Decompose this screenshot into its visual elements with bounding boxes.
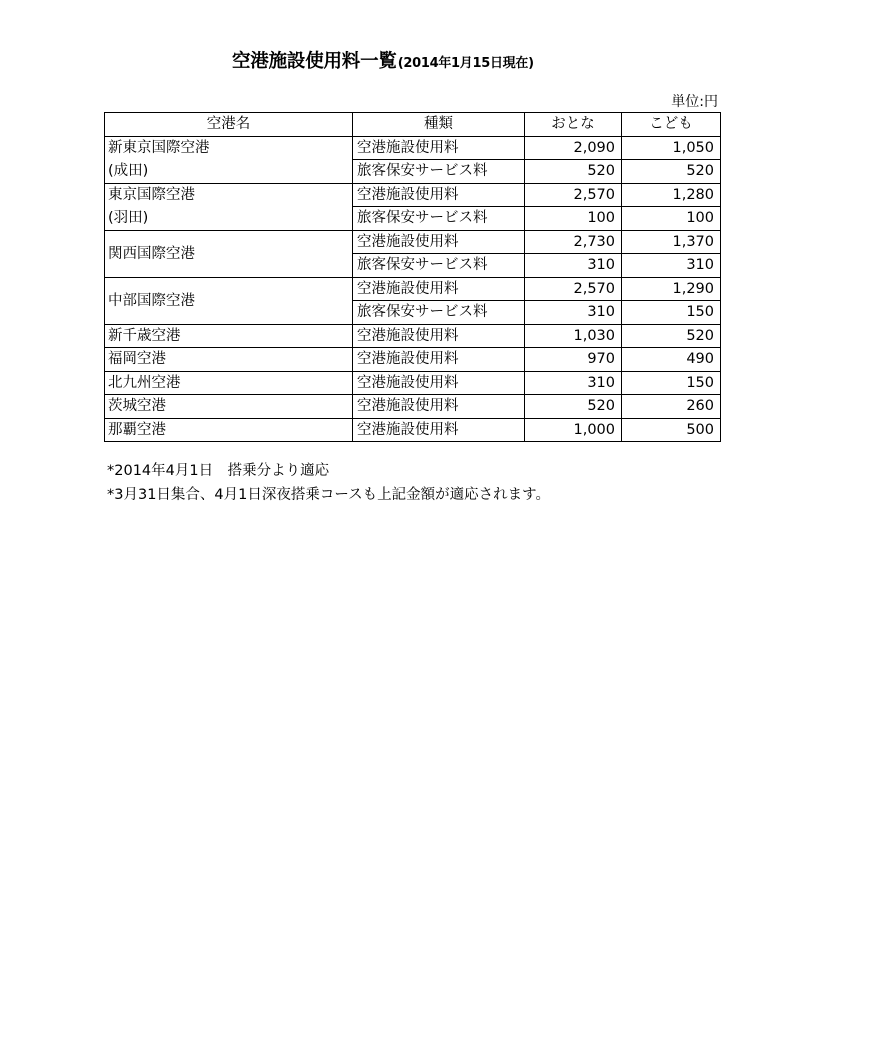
fee-type: 空港施設使用料: [353, 395, 525, 419]
airport-name: 那覇空港: [105, 418, 353, 442]
airport-name: 茨城空港: [105, 395, 353, 419]
airport-name: 新東京国際空港: [105, 136, 353, 160]
airport-name: 福岡空港: [105, 348, 353, 372]
table-row: [105, 418, 721, 442]
table-row: [105, 277, 721, 301]
adult-fee: 310: [525, 301, 622, 325]
fee-type: 空港施設使用料: [353, 418, 525, 442]
child-fee: 1,280: [622, 183, 721, 207]
table-row: [105, 324, 721, 348]
fee-type: 空港施設使用料: [353, 371, 525, 395]
unit-label: 単位:円: [671, 94, 718, 110]
airport-name: 北九州空港: [105, 371, 353, 395]
child-fee: 150: [622, 301, 721, 325]
airport-name-sub: (成田): [105, 160, 353, 184]
airport-name: 関西国際空港: [105, 230, 353, 277]
child-fee: 520: [622, 160, 721, 184]
fee-type: 空港施設使用料: [353, 136, 525, 160]
fee-type: 空港施設使用料: [353, 183, 525, 207]
fee-type: 旅客保安サービス料: [353, 254, 525, 278]
adult-fee: 310: [525, 254, 622, 278]
airport-name: 中部国際空港: [105, 277, 353, 324]
adult-fee: 520: [525, 395, 622, 419]
child-fee: 1,050: [622, 136, 721, 160]
airport-fee-table: [104, 112, 721, 442]
fee-type: 旅客保安サービス料: [353, 207, 525, 231]
airport-name: 新千歳空港: [105, 324, 353, 348]
table-row: [105, 348, 721, 372]
adult-fee: 970: [525, 348, 622, 372]
adult-fee: 100: [525, 207, 622, 231]
adult-fee: 2,570: [525, 277, 622, 301]
child-fee: 260: [622, 395, 721, 419]
child-fee: 310: [622, 254, 721, 278]
adult-fee: 2,570: [525, 183, 622, 207]
child-fee: 1,290: [622, 277, 721, 301]
page-title: [232, 49, 534, 77]
table-row: [105, 371, 721, 395]
table-row: [105, 207, 721, 231]
column-header-airport: 空港名: [105, 113, 353, 137]
title-text: 空港施設使用料一覧: [232, 51, 397, 72]
table-header-row: [105, 113, 721, 137]
table-row: [105, 136, 721, 160]
child-fee: 1,370: [622, 230, 721, 254]
fee-type: 空港施設使用料: [353, 277, 525, 301]
child-fee: 490: [622, 348, 721, 372]
adult-fee: 2,090: [525, 136, 622, 160]
adult-fee: 2,730: [525, 230, 622, 254]
footnotes: [107, 459, 550, 507]
column-header-type: 種類: [353, 113, 525, 137]
airport-name-sub: (羽田): [105, 207, 353, 231]
fee-type: 空港施設使用料: [353, 324, 525, 348]
title-date: (2014年1月15日現在): [397, 56, 534, 71]
fee-type: 空港施設使用料: [353, 348, 525, 372]
fee-type: 旅客保安サービス料: [353, 301, 525, 325]
table-row: [105, 395, 721, 419]
adult-fee: 310: [525, 371, 622, 395]
table-row: [105, 160, 721, 184]
fee-type: 空港施設使用料: [353, 230, 525, 254]
airport-name: 東京国際空港: [105, 183, 353, 207]
child-fee: 500: [622, 418, 721, 442]
column-header-adult: おとな: [525, 113, 622, 137]
footnote: *3月31日集合、4月1日深夜搭乗コースも上記金額が適応されます。: [107, 487, 550, 503]
column-header-child: こども: [622, 113, 721, 137]
adult-fee: 1,030: [525, 324, 622, 348]
child-fee: 150: [622, 371, 721, 395]
adult-fee: 520: [525, 160, 622, 184]
table-row: [105, 230, 721, 254]
adult-fee: 1,000: [525, 418, 622, 442]
table-row: [105, 183, 721, 207]
fee-type: 旅客保安サービス料: [353, 160, 525, 184]
child-fee: 100: [622, 207, 721, 231]
child-fee: 520: [622, 324, 721, 348]
footnote: *2014年4月1日 搭乗分より適応: [107, 463, 330, 479]
